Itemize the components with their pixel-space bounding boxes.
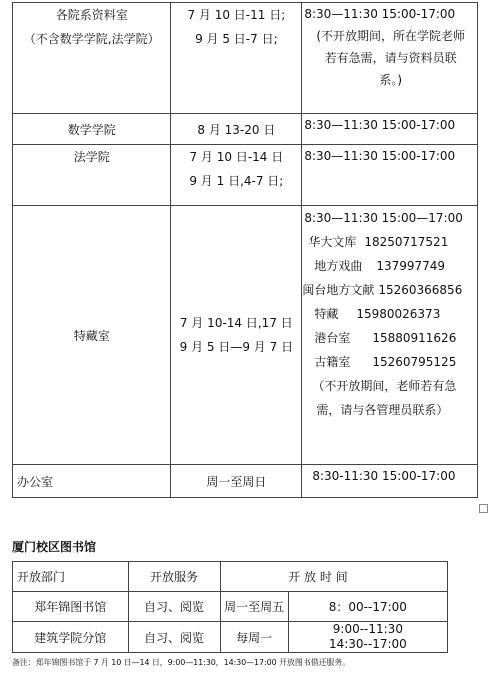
dept-name: 法学院: [73, 150, 110, 164]
date-line: 9 月 1 日,4-7 日;: [189, 174, 284, 188]
dept-name: 各院系资料室: [55, 8, 128, 22]
date-line: 7 月 10-14 日,17 日: [179, 316, 293, 330]
contact-line: [302, 350, 477, 374]
dept-note: （不含数学学院,法学院）: [23, 32, 160, 46]
contact-name: 古籍室: [314, 355, 351, 369]
dates-cell: [171, 465, 302, 498]
hours-cell: [302, 114, 478, 145]
contact-name: 地方戏曲: [314, 259, 363, 273]
table-row: [13, 206, 478, 465]
time-cell: [288, 622, 447, 653]
table-row: [13, 592, 448, 622]
table-row: [13, 114, 478, 145]
date-line: 8 月 13-20 日: [197, 122, 276, 137]
quanzhou-library-schedule-table: [12, 2, 478, 498]
note-line: (不开放期间，所在学院老师: [316, 29, 465, 43]
days-cell: 每周一: [220, 622, 288, 653]
section-title: 厦门校区图书馆: [12, 540, 97, 554]
dates-cell: [171, 114, 302, 145]
table-header-row: [13, 562, 448, 592]
contact-phone: 137997749: [376, 259, 446, 273]
time-line: 9:00--11:30: [332, 622, 403, 636]
hours-text: 8:30-11:30 15:00-17:00: [312, 469, 456, 483]
footnote: 备注：郑年锦图书馆于 7 月 10 日—14 日，9:00—11:30，14:30—17:00 开放图书借还服务。: [12, 658, 351, 667]
dept-cell: [13, 206, 171, 465]
header-spacer: [220, 562, 288, 592]
note-line: 若有急需，请与资料员联: [324, 51, 457, 65]
contact-line: [302, 302, 477, 326]
contact-name: 特藏: [314, 307, 339, 321]
table-row: [13, 465, 478, 498]
dept-name: 数学学院: [67, 122, 116, 137]
date-line: 9 月 5 日-7 日;: [195, 32, 278, 46]
service-cell: 自习、阅览: [128, 592, 220, 622]
hours-text: 8:30—11:30 15:00—17:00: [304, 211, 463, 225]
table-row: [13, 622, 448, 653]
contact-phone: 18250717521: [364, 235, 449, 249]
dept-cell: 建筑学院分馆: [13, 622, 129, 653]
hours-cell: [302, 145, 478, 206]
dept-cell: [13, 114, 171, 145]
column-header: 开放服务: [128, 562, 220, 592]
contact-line: [302, 326, 477, 350]
service-cell: 自习、阅览: [128, 622, 220, 653]
dept-name: 特藏室: [73, 328, 110, 343]
days-cell: 周一至周五: [220, 592, 288, 622]
contact-line: [302, 230, 477, 254]
date-line: 周一至周日: [206, 474, 267, 489]
time-line: 14:30--17:00: [328, 637, 407, 651]
dates-cell: [171, 3, 302, 114]
column-header: 开 放 时 间: [288, 562, 447, 592]
column-header: 开放部门: [13, 562, 129, 592]
note-line: 系。): [379, 73, 402, 87]
table-row: [13, 145, 478, 206]
dept-cell: [13, 145, 171, 206]
hours-cell: [302, 465, 478, 498]
date-line: 9 月 5 日—9 月 7 日: [179, 340, 294, 354]
hours-cell: [302, 206, 478, 465]
contact-phone: 15260366856: [378, 283, 463, 297]
dept-cell: [13, 3, 171, 114]
contact-phone: 15980026373: [356, 307, 441, 321]
table-resize-handle[interactable]: [479, 504, 488, 513]
contact-phone: 15880911626: [372, 331, 457, 345]
xiamen-library-schedule-table: [12, 561, 448, 653]
contact-phone: 15260795125: [372, 355, 457, 369]
date-line: 7 月 10 日-11 日;: [187, 8, 286, 22]
contact-line: [302, 254, 477, 278]
dept-cell: 郑年锦图书馆: [13, 592, 129, 622]
dates-cell: [171, 145, 302, 206]
dept-cell: [13, 465, 171, 498]
hours-text: 8:30—11:30 15:00-17:00: [304, 149, 456, 163]
hours-text: 8:30—11:30 15:00-17:00: [304, 7, 456, 21]
table-row: [13, 3, 478, 114]
note-line: （不开放期间，老师若有急: [312, 379, 457, 393]
date-line: 7 月 10 日-14 日: [189, 150, 284, 164]
dept-name: 办公室: [17, 474, 54, 489]
note-line: 需，请与各管理员联系）: [316, 403, 449, 417]
dates-cell: [171, 206, 302, 465]
time-cell: 8：00--17:00: [288, 592, 447, 622]
contact-name: 港台室: [314, 331, 351, 345]
hours-text: 8:30—11:30 15:00-17:00: [304, 118, 456, 132]
contact-line: [302, 278, 477, 302]
hours-cell: [302, 3, 478, 114]
contact-name: 闽台地方文献: [302, 283, 375, 297]
contact-name: 华大文库: [308, 235, 357, 249]
